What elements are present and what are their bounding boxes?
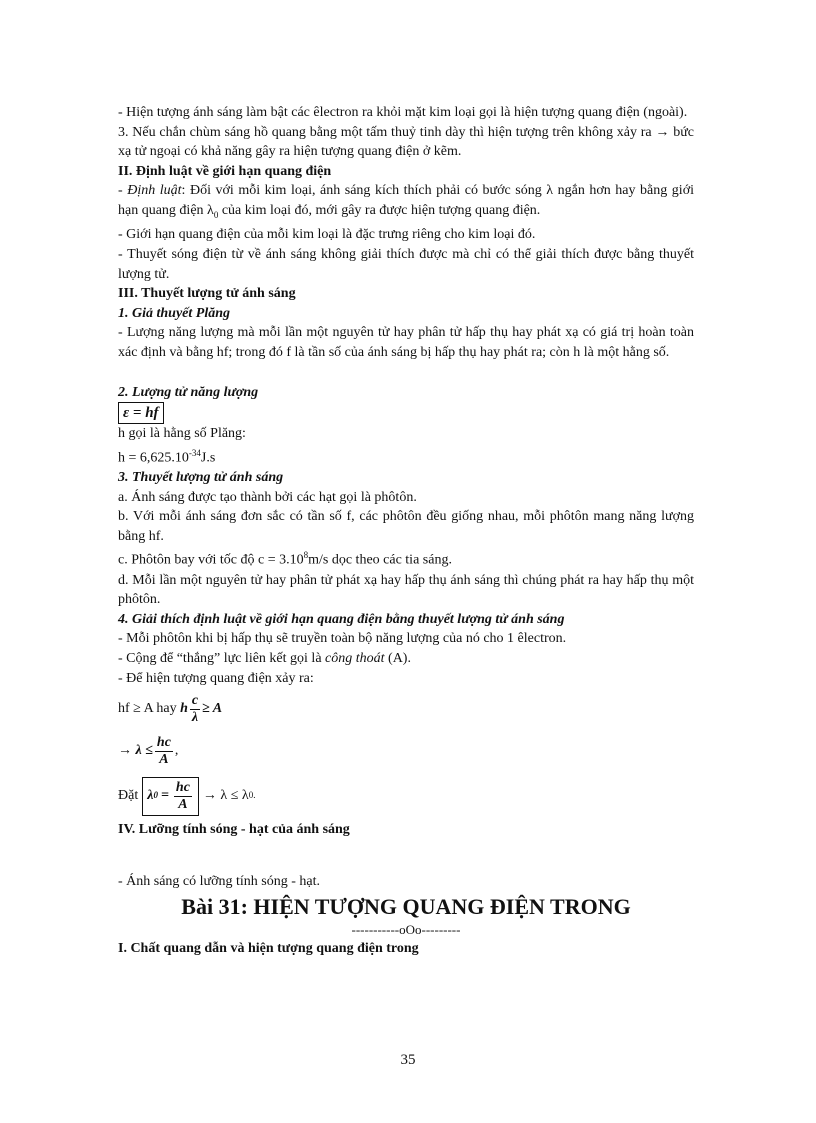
- paragraph-photon-b: b. Với mỗi ánh sáng đơn sắc có tần số f, các phôtôn đều giống nhau, mỗi phôtôn mang năng lượng bằng hf.: [118, 509, 694, 544]
- speed-exponent: 8: [303, 550, 309, 561]
- formula-epsilon-hf: ε = hf: [118, 402, 164, 424]
- fraction-hc-over-a-boxed: [174, 780, 192, 813]
- page-number: 35: [400, 1052, 416, 1068]
- paragraph-photoelectric-definition: - Hiện tượng ánh sáng làm bật các êlectron ra khỏi mặt kim loại gọi là hiện tượng quang điện (ngoài).: [118, 105, 688, 120]
- work-function-term: công thoát: [325, 650, 385, 666]
- separator: -----------oOo---------: [351, 922, 461, 938]
- equation-3-prefix: Đặt: [118, 788, 139, 804]
- heading-section-5: I. Chất quang dẫn và hiện tượng quang điện trong: [118, 941, 419, 957]
- planck-exponent: -34: [188, 447, 201, 458]
- fraction-numerator: hc: [175, 779, 190, 795]
- paragraph-photon-absorption: - Mỗi phôtôn khi bị hấp thụ sẽ truyền toàn bộ năng lượng của nó cho 1 êlectron.: [118, 631, 567, 647]
- equation-1-suffix: ≥ A: [202, 701, 223, 717]
- document-page: [118, 103, 694, 959]
- spacer: [118, 363, 694, 383]
- equation-2-lambda: λ ≤: [135, 743, 153, 759]
- equals-symbol: =: [160, 788, 169, 804]
- law-label: - Định luật: [118, 183, 182, 199]
- work-function-end: (A).: [384, 650, 411, 666]
- heading-section-3: III. Thuyết lượng tử ánh sáng: [118, 286, 296, 302]
- spacer: [118, 840, 694, 872]
- arrow-symbol: →: [118, 743, 132, 759]
- fraction-denominator: A: [159, 751, 169, 767]
- boxed-lambda0-formula: [142, 777, 199, 816]
- lambda0-symbol: λ: [147, 788, 154, 804]
- fraction-numerator: c: [191, 692, 199, 708]
- paragraph-duality: - Ánh sáng có lưỡng tính sóng - hạt.: [118, 873, 321, 889]
- paragraph-planck-constant-value: [118, 444, 694, 468]
- fraction-denominator: A: [178, 796, 188, 812]
- paragraph-condition: - Để hiện tượng quang điện xảy ra:: [118, 670, 314, 686]
- paragraph-planck: - Lượng năng lượng mà mỗi lần một nguyên tử hay phân tử hấp thụ hay phát xạ có giá trị hoàn toàn xác định và bằng hf; trong đó f là tần số của ánh sáng bị hấp thụ hay phát ra; còn h là một hằng số.: [118, 325, 694, 360]
- heading-planck-hypothesis: 1. Giả thuyết Plăng: [118, 305, 231, 321]
- lambda0-subscript: 0: [153, 790, 158, 801]
- equation-2-comma: ,: [174, 743, 179, 759]
- heading-section-2: II. Định luật về giới hạn quang điện: [118, 163, 332, 179]
- lesson-title: Bài 31: HIỆN TƯỢNG QUANG ĐIỆN TRONG: [181, 894, 631, 920]
- fraction-c-over-lambda: [190, 693, 200, 726]
- paragraph-glass-experiment: 3. Nếu chắn chùm sáng hồ quang bằng một tấm thuỷ tinh dày thì hiện tượng trên không xảy ra → bức xạ tử ngoại có khả năng gây ra hiện tượng quang điện ở kẽm.: [118, 124, 694, 160]
- speed-text: c. Phôtôn bay với tốc độ c = 3.10: [118, 552, 304, 568]
- paragraph-photon-c: [118, 546, 694, 570]
- work-function-text: - Cộng để “thắng” lực liên kết gọi là: [118, 650, 326, 666]
- paragraph-planck-constant-label: h gọi là hằng số Plăng:: [118, 426, 246, 442]
- equation-hf-ge-a: [118, 688, 694, 730]
- paragraph-wave-theory: - Thuyết sóng điện từ về ánh sáng không giải thích được mà chỉ có thể giải thích được bằng thuyết lượng tử.: [118, 246, 694, 282]
- heading-light-quantum-theory: 3. Thuyết lượng tử ánh sáng: [118, 469, 284, 485]
- paragraph-work-function: [118, 649, 694, 669]
- lambda-zero-sub: 0: [213, 209, 219, 220]
- heading-section-4: IV. Lưỡng tính sóng - hạt của ánh sáng: [118, 822, 350, 838]
- planck-unit: J.s: [200, 450, 216, 466]
- equation-lambda-le: [118, 730, 694, 772]
- equation-1-h: h: [180, 701, 188, 717]
- fraction-hc-over-a: [155, 735, 173, 768]
- speed-text-end: m/s dọc theo các tia sáng.: [308, 552, 452, 568]
- paragraph-law: [118, 181, 694, 225]
- paragraph-photon-a: a. Ánh sáng được tạo thành bởi các hạt gọi là phôtôn.: [118, 489, 417, 505]
- heading-explanation: 4. Giải thích định luật về giới hạn quang điện bằng thuyết lượng tử ánh sáng: [118, 611, 565, 627]
- equation-3-suffix: → λ ≤ λ: [202, 788, 249, 804]
- planck-value: h = 6,625.10: [118, 450, 189, 466]
- heading-energy-quantum: 2. Lượng tử năng lượng: [118, 384, 259, 400]
- law-text: : Đối với mỗi kim loại, ánh sáng kích thích phải có bước sóng λ ngắn hơn hay bằng giới hạn quang điện λ: [118, 183, 694, 218]
- equation-lambda0-definition: [118, 772, 694, 820]
- law-text-end: của kim loại đó, mới gây ra được hiện tượng quang điện.: [218, 202, 541, 218]
- paragraph-photon-d: d. Mỗi lần một nguyên tử hay phân tử phát xạ hay hấp thụ ánh sáng thì chúng phát ra hay hấp thụ một phôtôn.: [118, 572, 694, 608]
- fraction-denominator: λ: [191, 709, 199, 725]
- equation-3-subscript: 0.: [248, 790, 256, 801]
- equation-1-prefix: hf ≥ A hay: [118, 701, 177, 717]
- fraction-numerator: hc: [156, 734, 171, 750]
- paragraph-limit-characteristic: - Giới hạn quang điện của mỗi kim loại là đặc trưng riêng cho kim loại đó.: [118, 227, 536, 243]
- formula-line: [118, 402, 694, 424]
